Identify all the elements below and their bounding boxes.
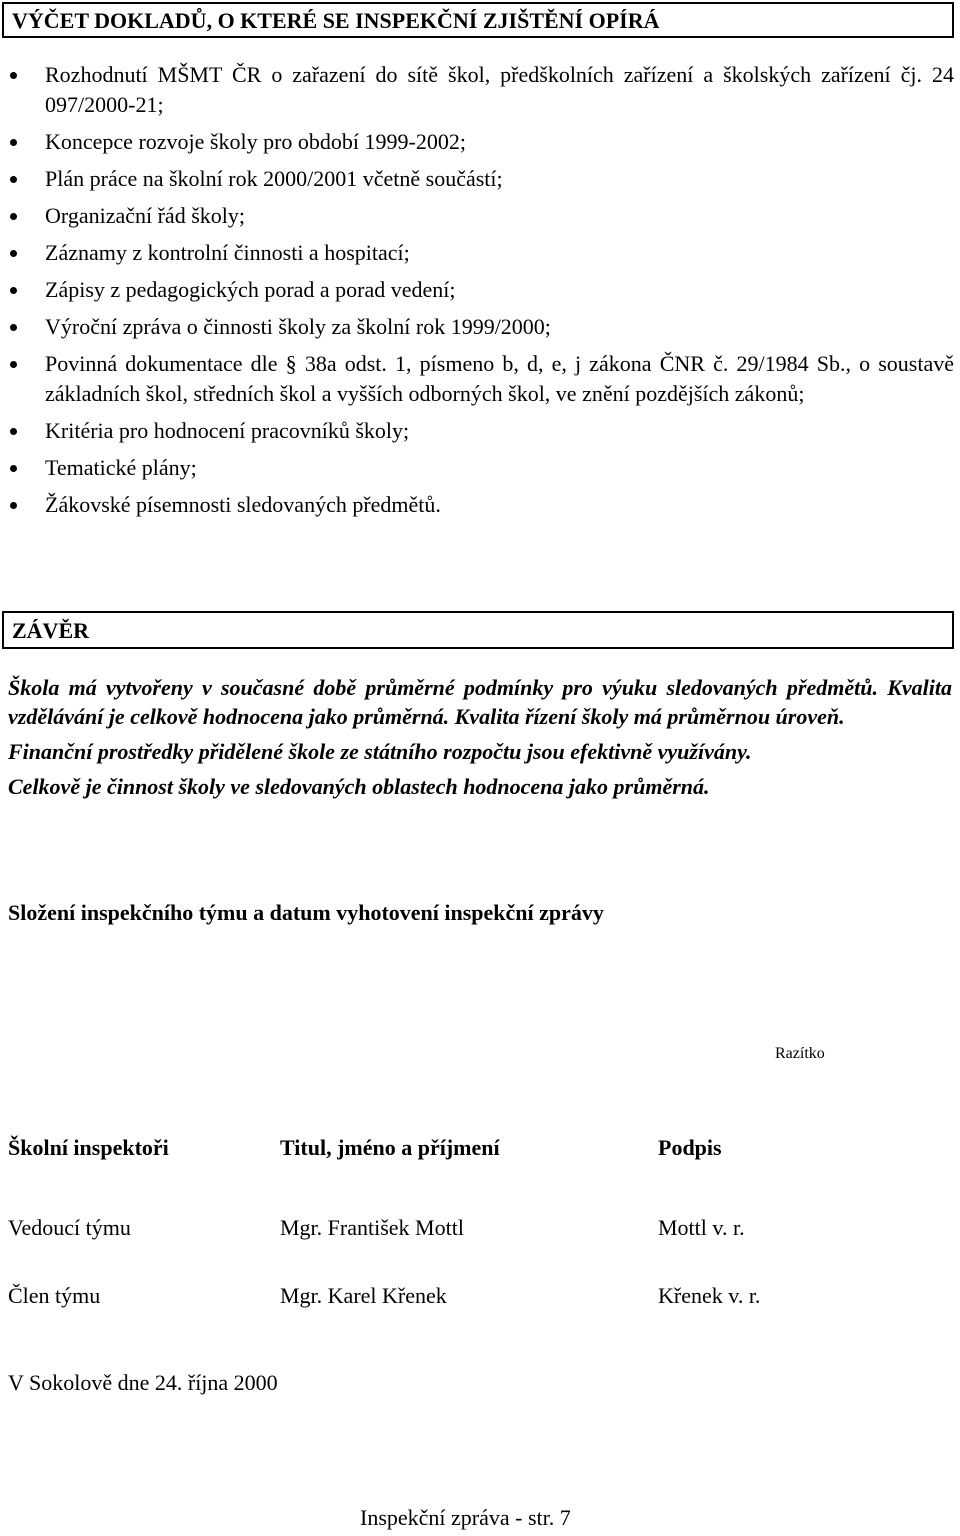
list-item: Záznamy z kontrolní činnosti a hospitací; xyxy=(0,238,960,268)
list-item: Žákovské písemnosti sledovaných předmětů. xyxy=(0,490,960,520)
conclusion-paragraph: Celkově je činnost školy ve sledovaných oblastech hodnocena jako průměrná. xyxy=(8,774,710,799)
list-item: Koncepce rozvoje školy pro období 1999-2002; xyxy=(0,127,960,157)
team-signature: Mottl v. r. xyxy=(658,1215,745,1240)
team-role: Vedoucí týmu xyxy=(8,1215,131,1240)
evidence-list xyxy=(0,60,960,527)
team-role: Člen týmu xyxy=(8,1283,101,1308)
team-signature: Křenek v. r. xyxy=(658,1283,761,1308)
team-member-name: Mgr. František Mottl xyxy=(280,1215,464,1240)
list-item: Povinná dokumentace dle § 38a odst. 1, písmeno b, d, e, j zákona ČNR č. 29/1984 Sb., o soustavě základních škol, středních škol a vyšších odborných škol, ve znění pozdějších zákonů; xyxy=(0,349,960,409)
evidence-section-title: VÝČET DOKLADŮ, O KTERÉ SE INSPEKČNÍ ZJIŠTĚNÍ OPÍRÁ xyxy=(2,2,954,38)
conclusion-section-title: ZÁVĚR xyxy=(2,611,954,649)
team-heading: Složení inspekčního týmu a datum vyhotovení inspekční zprávy xyxy=(8,900,604,925)
list-item: Rozhodnutí MŠMT ČR o zařazení do sítě škol, předškolních zařízení a školských zařízení čj. 24 097/2000-21; xyxy=(0,60,960,120)
team-member-name: Mgr. Karel Křenek xyxy=(280,1283,447,1308)
conclusion-text xyxy=(8,673,952,807)
column-header-name: Titul, jméno a příjmení xyxy=(280,1135,500,1160)
place-date: V Sokolově dne 24. října 2000 xyxy=(8,1370,278,1395)
list-item: Zápisy z pedagogických porad a porad vedení; xyxy=(0,275,960,305)
column-header-role: Školní inspektoři xyxy=(8,1135,169,1160)
column-header-signature: Podpis xyxy=(658,1135,722,1160)
list-item: Výroční zpráva o činnosti školy za školní rok 1999/2000; xyxy=(0,312,960,342)
list-item: Organizační řád školy; xyxy=(0,201,960,231)
list-item: Tematické plány; xyxy=(0,453,960,483)
list-item: Kritéria pro hodnocení pracovníků školy; xyxy=(0,416,960,446)
conclusion-paragraph: Škola má vytvořeny v současné době průměrné podmínky pro výuku sledovaných předmětů. Kvalita vzdělávání je celkově hodnocena jako průměrná. Kvalita řízení školy má průměrnou úroveň. xyxy=(8,675,952,729)
list-item: Plán práce na školní rok 2000/2001 včetně součástí; xyxy=(0,164,960,194)
conclusion-paragraph: Finanční prostředky přidělené škole ze státního rozpočtu jsou efektivně využívány. xyxy=(8,739,752,764)
stamp-label: Razítko xyxy=(775,1045,825,1062)
page-footer: Inspekční zpráva - str. 7 xyxy=(360,1505,571,1530)
